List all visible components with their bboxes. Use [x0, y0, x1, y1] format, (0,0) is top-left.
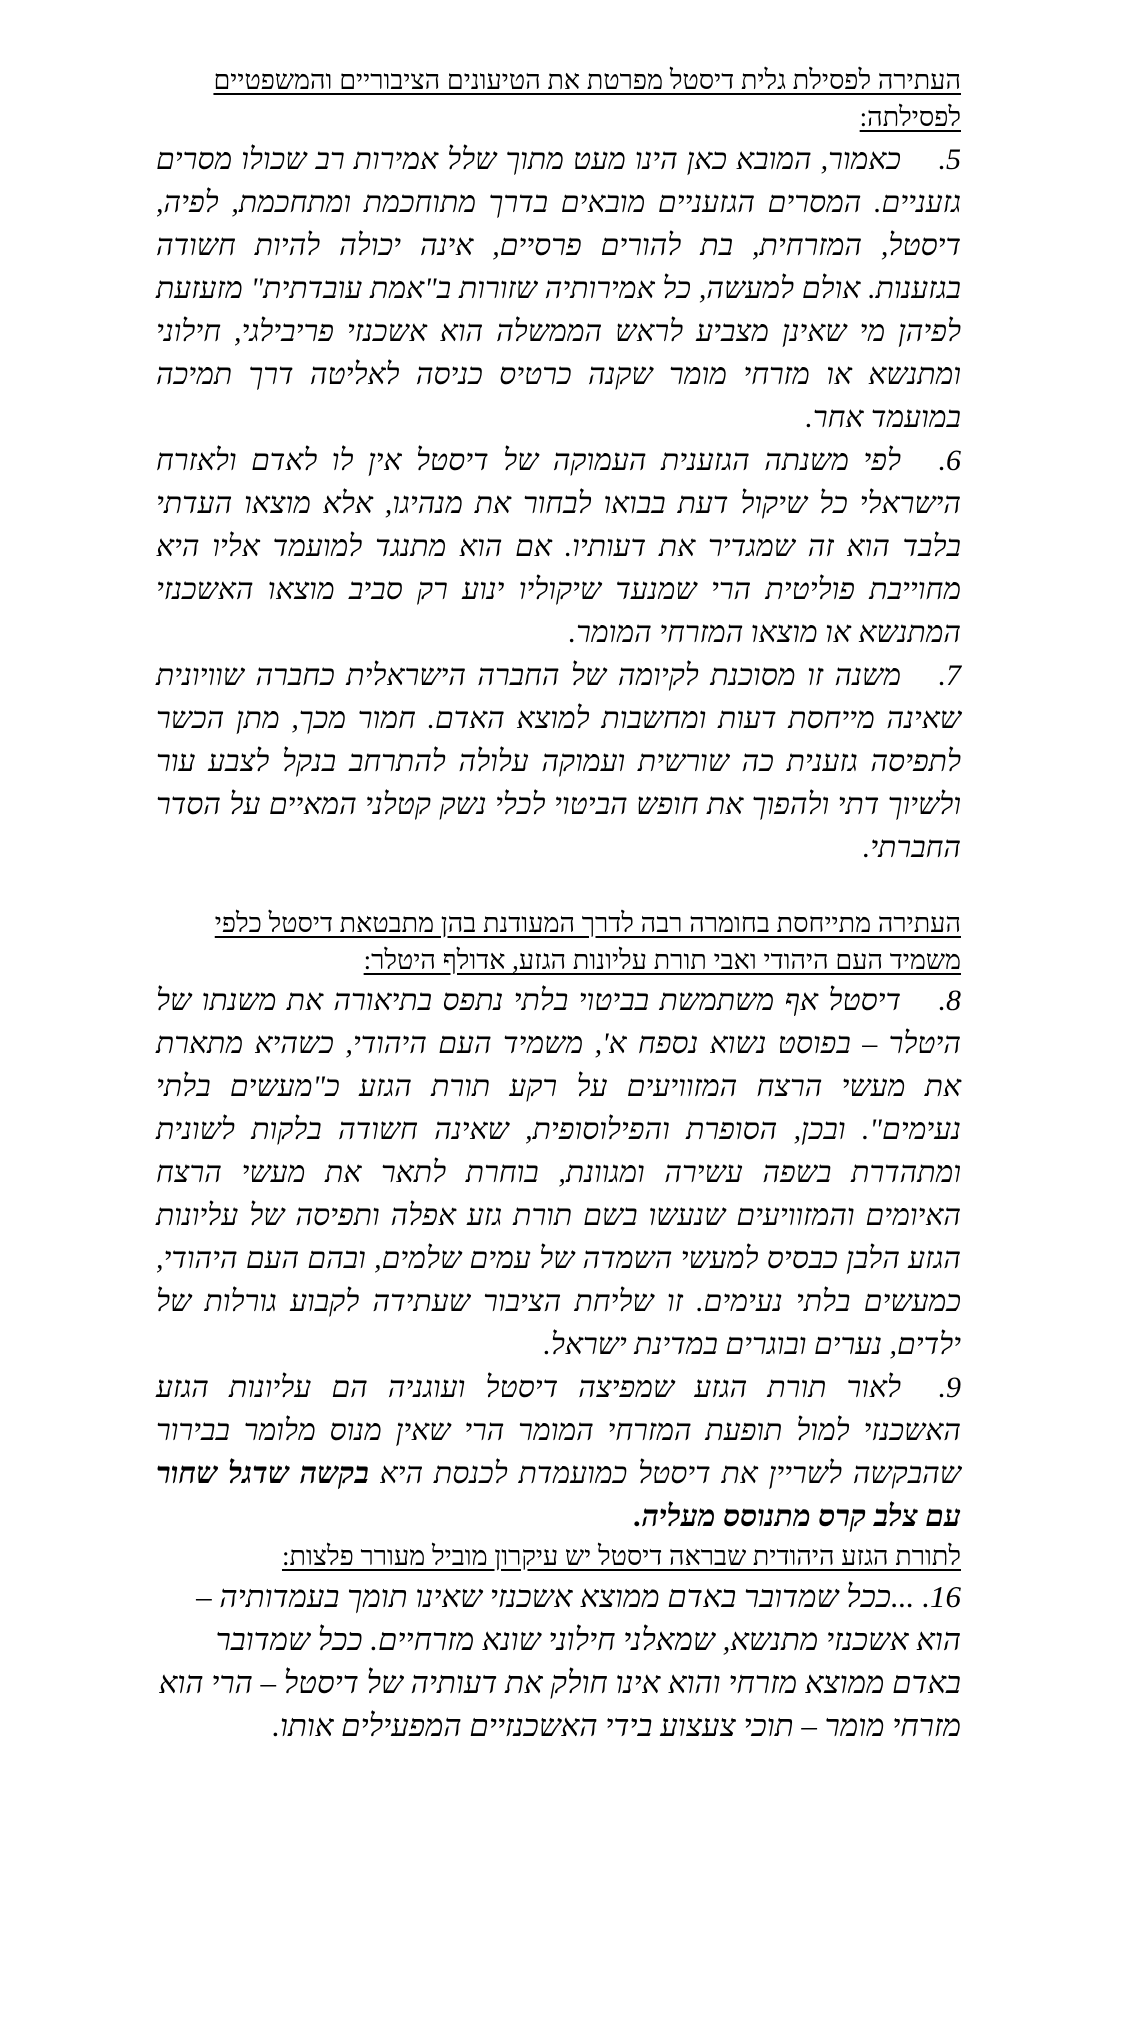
paragraph-5 — [156, 138, 961, 439]
paragraph-number: 9. — [938, 1371, 961, 1404]
paragraph-text: כאמור, המובא כאן הינו מעט מתוך שלל אמירות רב שכולו מסרים גזעניים. המסרים הגזעניים מובאים בדרך מתוחכמת ומתחכמת, לפיה, דיסטל, המזרחית, בת להורים פרסיים, אינה יכולה להיות חשודה בגזענות. אולם למעשה, כל אמירותיה שזורות ב"אמת עובדתית" מזעזעת לפיהן מי שאינן מצביע לראש הממשלה הוא אשכנזי פריבילגי, חילוני ומתנשא או מזרחי מומר שקנה כרטיס כניסה לאליטה דרך תמיכה במועמד אחר. — [156, 143, 961, 434]
paragraph-text: לפי משנתה הגזענית העמוקה של דיסטל אין לו לאדם ולאזרח הישראלי כל שיקול דעת בבואו לבחור את מנהיגו, אלא מוצאו העדתי בלבד הוא זה שמגדיר את דעותיו. אם הוא מתנגד למועמד אליו היא מחוייבת פוליטית הרי שמנעד שיקוליו ינוע רק סביב מוצאו האשכנזי המתנשא או מוצאו המזרחי המומר. — [156, 444, 961, 649]
paragraph-text: משנה זו מסוכנת לקיומה של החברה הישראלית כחברה שוויונית שאינה מייחסת דעות ומחשבות למוצא האדם. חמור מכך, מתן הכשר לתפיסה גזענית כה שורשית ועמוקה עלולה להתרחב בנקל לצבע עור ולשיוך דתי ולהפוך את חופש הביטוי לכלי נשק קטלני המאיים על הסדר החברתי. — [156, 659, 961, 864]
paragraph-8 — [156, 979, 961, 1366]
section-heading-petition-arguments: העתירה לפסילת גלית דיסטל מפרטת את הטיעונים הציבוריים והמשפטיים לפסילתה: — [213, 65, 961, 132]
paragraph-number: 7. — [938, 659, 961, 692]
paragraph-16-quote — [156, 1575, 961, 1747]
paragraph-7 — [156, 654, 961, 869]
paragraph-number: 8. — [938, 984, 961, 1017]
paragraph-number: 5. — [938, 143, 961, 176]
paragraph-emphasis: בקשה שדגל שחור עם צלב קרס מתנוסס מעליה. — [156, 1457, 961, 1533]
paragraph-9 — [156, 1366, 961, 1538]
section-spacer — [156, 869, 961, 905]
paragraph-6 — [156, 439, 961, 654]
paragraph-text: ...ככל שמדובר באדם ממוצא אשכנזי שאינו תומך בעמדותיה – הוא אשכנזי מתנשא, שמאלני חילוני שונא מזרחיים. ככל שמדובר באדם ממוצא מזרחי והוא אינו חולק את דעותיה של דיסטל – הרי הוא מזרחי מומר – תוכי צעצוע בידי האשכנזיים המפעילים אותו. — [158, 1579, 961, 1743]
paragraph-number: 6. — [938, 444, 961, 477]
paragraph-text: לאור תורת הגזע שמפיצה דיסטל ועוגניה הם עליונות הגזע האשכנזי למול תופעת המזרחי המומר הרי שאין מנוס מלומר בבירור שהבקשה לשריין את דיסטל כמועמדת לכנסת היא — [156, 1371, 961, 1490]
paragraph-number: 16. — [922, 1579, 961, 1614]
section-heading-hitler-remarks: העתירה מתייחסת בחומרה רבה לדרך המעודנת בהן מתבטאת דיסטל כלפי משמיד העם היהודי ואבי תורת עליונות הגזע, אדולף היטלר: — [214, 908, 961, 975]
paragraph-text: דיסטל אף משתמשת בביטוי בלתי נתפס בתיאורה את משנתו של היטלר – בפוסט נשוא נספח א', משמיד העם היהודי, כשהיא מתארת את מעשי הרצח המזוויעים על רקע תורת הגזע כ"מעשים בלתי נעימים". ובכן, הסופרת והפילוסופית, שאינה חשודה בלקות לשונית ומתהדרת בשפה עשירה ומגוונת, בוחרת לתאר את מעשי הרצח האיומים והמזוויעים שנעשו בשם תורת גזע אפלה ותפיסה של עליונות הגזע הלבן כבסיס למעשי השמדה של עמים שלמים, ובהם העם היהודי, כמעשים בלתי נעימים. זו שליחת הציבור שעתידה לקבוע גורלות של ילדים, נערים ובוגרים במדינת ישראל. — [156, 984, 961, 1361]
section-heading-race-theory: לתורת הגזע היהודית שבראה דיסטל יש עיקרון מוביל מעורר פלצות: — [281, 1541, 961, 1571]
